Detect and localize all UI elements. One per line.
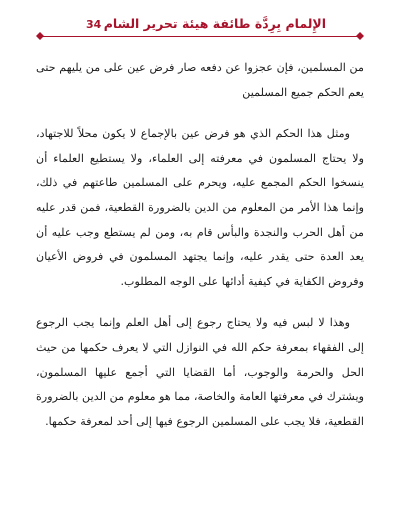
header-rule	[40, 36, 360, 37]
paragraph: من المسلمين، فإن عجزوا عن دفعه صار فرض عين على من يليهم حتى يعم الحكم جميع المسلمين	[36, 61, 364, 99]
running-title: الإِلمام بِرِدَّة طائفة هيئة تحرير الشام	[103, 16, 326, 31]
ornament-icon	[356, 32, 364, 40]
page-number: 34	[86, 18, 102, 31]
page-header	[36, 14, 364, 40]
body-text	[36, 56, 364, 434]
paragraph: وهذا لا لبس فيه ولا يحتاج رجوع إلى أهل العلم وإنما يجب الرجوع إلى الفقهاء بمعرفة حكم الله في النوازل التي لا يعرف حكمها من حيث الحل والحرمة والوجوب، أما القضايا التي أجمع عليها المسلمون، ويشترك في معرفتها العامة والخاصة، مما هو معلوم من الدين بالضرورة القطعية، فلا يجب على المسلمين الرجوع فيها إلى أحد لمعرفة حكمها.	[36, 316, 364, 428]
paragraph: ومثل هذا الحكم الذي هو فرض عين بالإجماع لا يكون محلاً للاجتهاد، ولا يحتاج المسلمون في معرفته إلى العلماء، ولا يستطيع العلماء أن ينسخوا الحكم المجمع عليه، ويحرم على المسلمين طاعتهم في ذلك، وإنما هذا الأمر من المعلوم من الدين بالضرورة القطعية، فمن قدر عليه من أهل الحرب والنجدة والبأس قام به، ومن لم يستطع وجب عليه أن يعد العدة حتى يقدر عليه، وإنما يجتهد المسلمون في فروض الأعيان وفروض الكفاية في كيفية أدائها على الوجه المطلوب.	[36, 127, 364, 288]
